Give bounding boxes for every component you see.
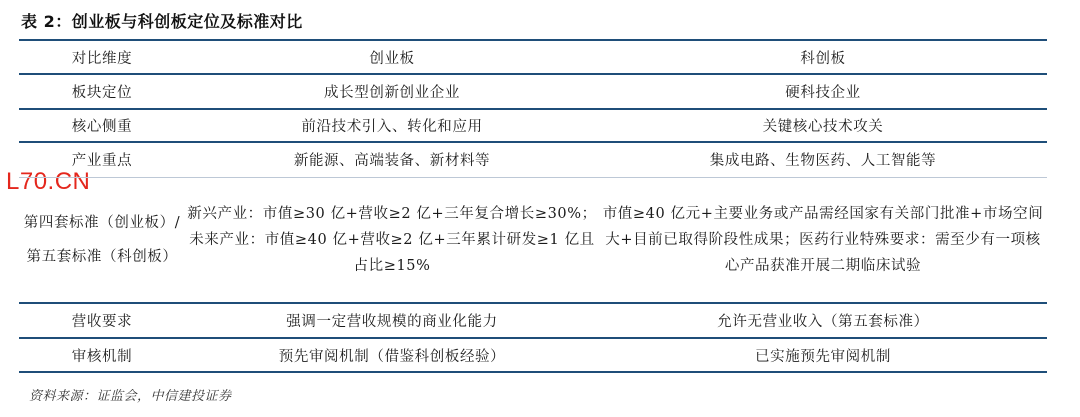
chinext-cell: 新能源、高端装备、新材料等 [185, 142, 599, 177]
table-row [19, 303, 1047, 338]
row-label: 审核机制 [71, 348, 133, 365]
header-star-market: 科创板 [599, 40, 1047, 74]
table-row [19, 109, 1047, 142]
chinext-cell: 前沿技术引入、转化和应用 [185, 109, 599, 142]
source-note: 资料来源：证监会，中信建投证券 [29, 389, 232, 404]
star-market-cell: 已实施预先审阅机制 [755, 348, 891, 365]
chinext-cell: 成长型创新创业企业 [185, 74, 599, 109]
star-market-cell: 市值≥40 亿元+主要业务或产品需经国家有关部门批准+市场空间大+目前已取得阶段性成果；医药行业特殊要求：需至少有一项核心产品获准开展二期临床试验 [599, 177, 1047, 303]
star-market-cell: 硬科技企业 [599, 74, 1047, 109]
watermark-logo: L70.CN [6, 168, 91, 195]
star-market-cell: 集成电路、生物医药、人工智能等 [599, 142, 1047, 177]
star-market-cell: 关键核心技术攻关 [599, 109, 1047, 142]
chinext-cell: 新兴产业：市值≥30 亿+营收≥2 亿+三年复合增长≥30%；未来产业：市值≥40 亿+营收≥2 亿+三年累计研发≥1 亿且占比≥15% [185, 177, 599, 303]
table-row [19, 142, 1047, 177]
table-row [19, 74, 1047, 109]
star-market-cell: 允许无营业收入（第五套标准） [599, 303, 1047, 338]
row-label: 产业重点 [19, 142, 185, 177]
table-row [19, 338, 1047, 372]
row-label: 板块定位 [19, 74, 185, 109]
row-label: 核心侧重 [19, 109, 185, 142]
row-label: 第四套标准（创业板）/第五套标准（科创板） [19, 177, 185, 303]
table-header-row [19, 40, 1047, 74]
chinext-cell: 强调一定营收规模的商业化能力 [185, 303, 599, 338]
table-row [19, 177, 1047, 303]
table-title: 表 2：创业板与科创板定位及标准对比 [21, 12, 303, 31]
row-label: 营收要求 [19, 303, 185, 338]
header-chinext: 创业板 [185, 40, 599, 74]
header-dimension: 对比维度 [19, 40, 185, 74]
chinext-cell: 预先审阅机制（借鉴科创板经验） [278, 348, 506, 365]
comparison-table [19, 39, 1047, 373]
